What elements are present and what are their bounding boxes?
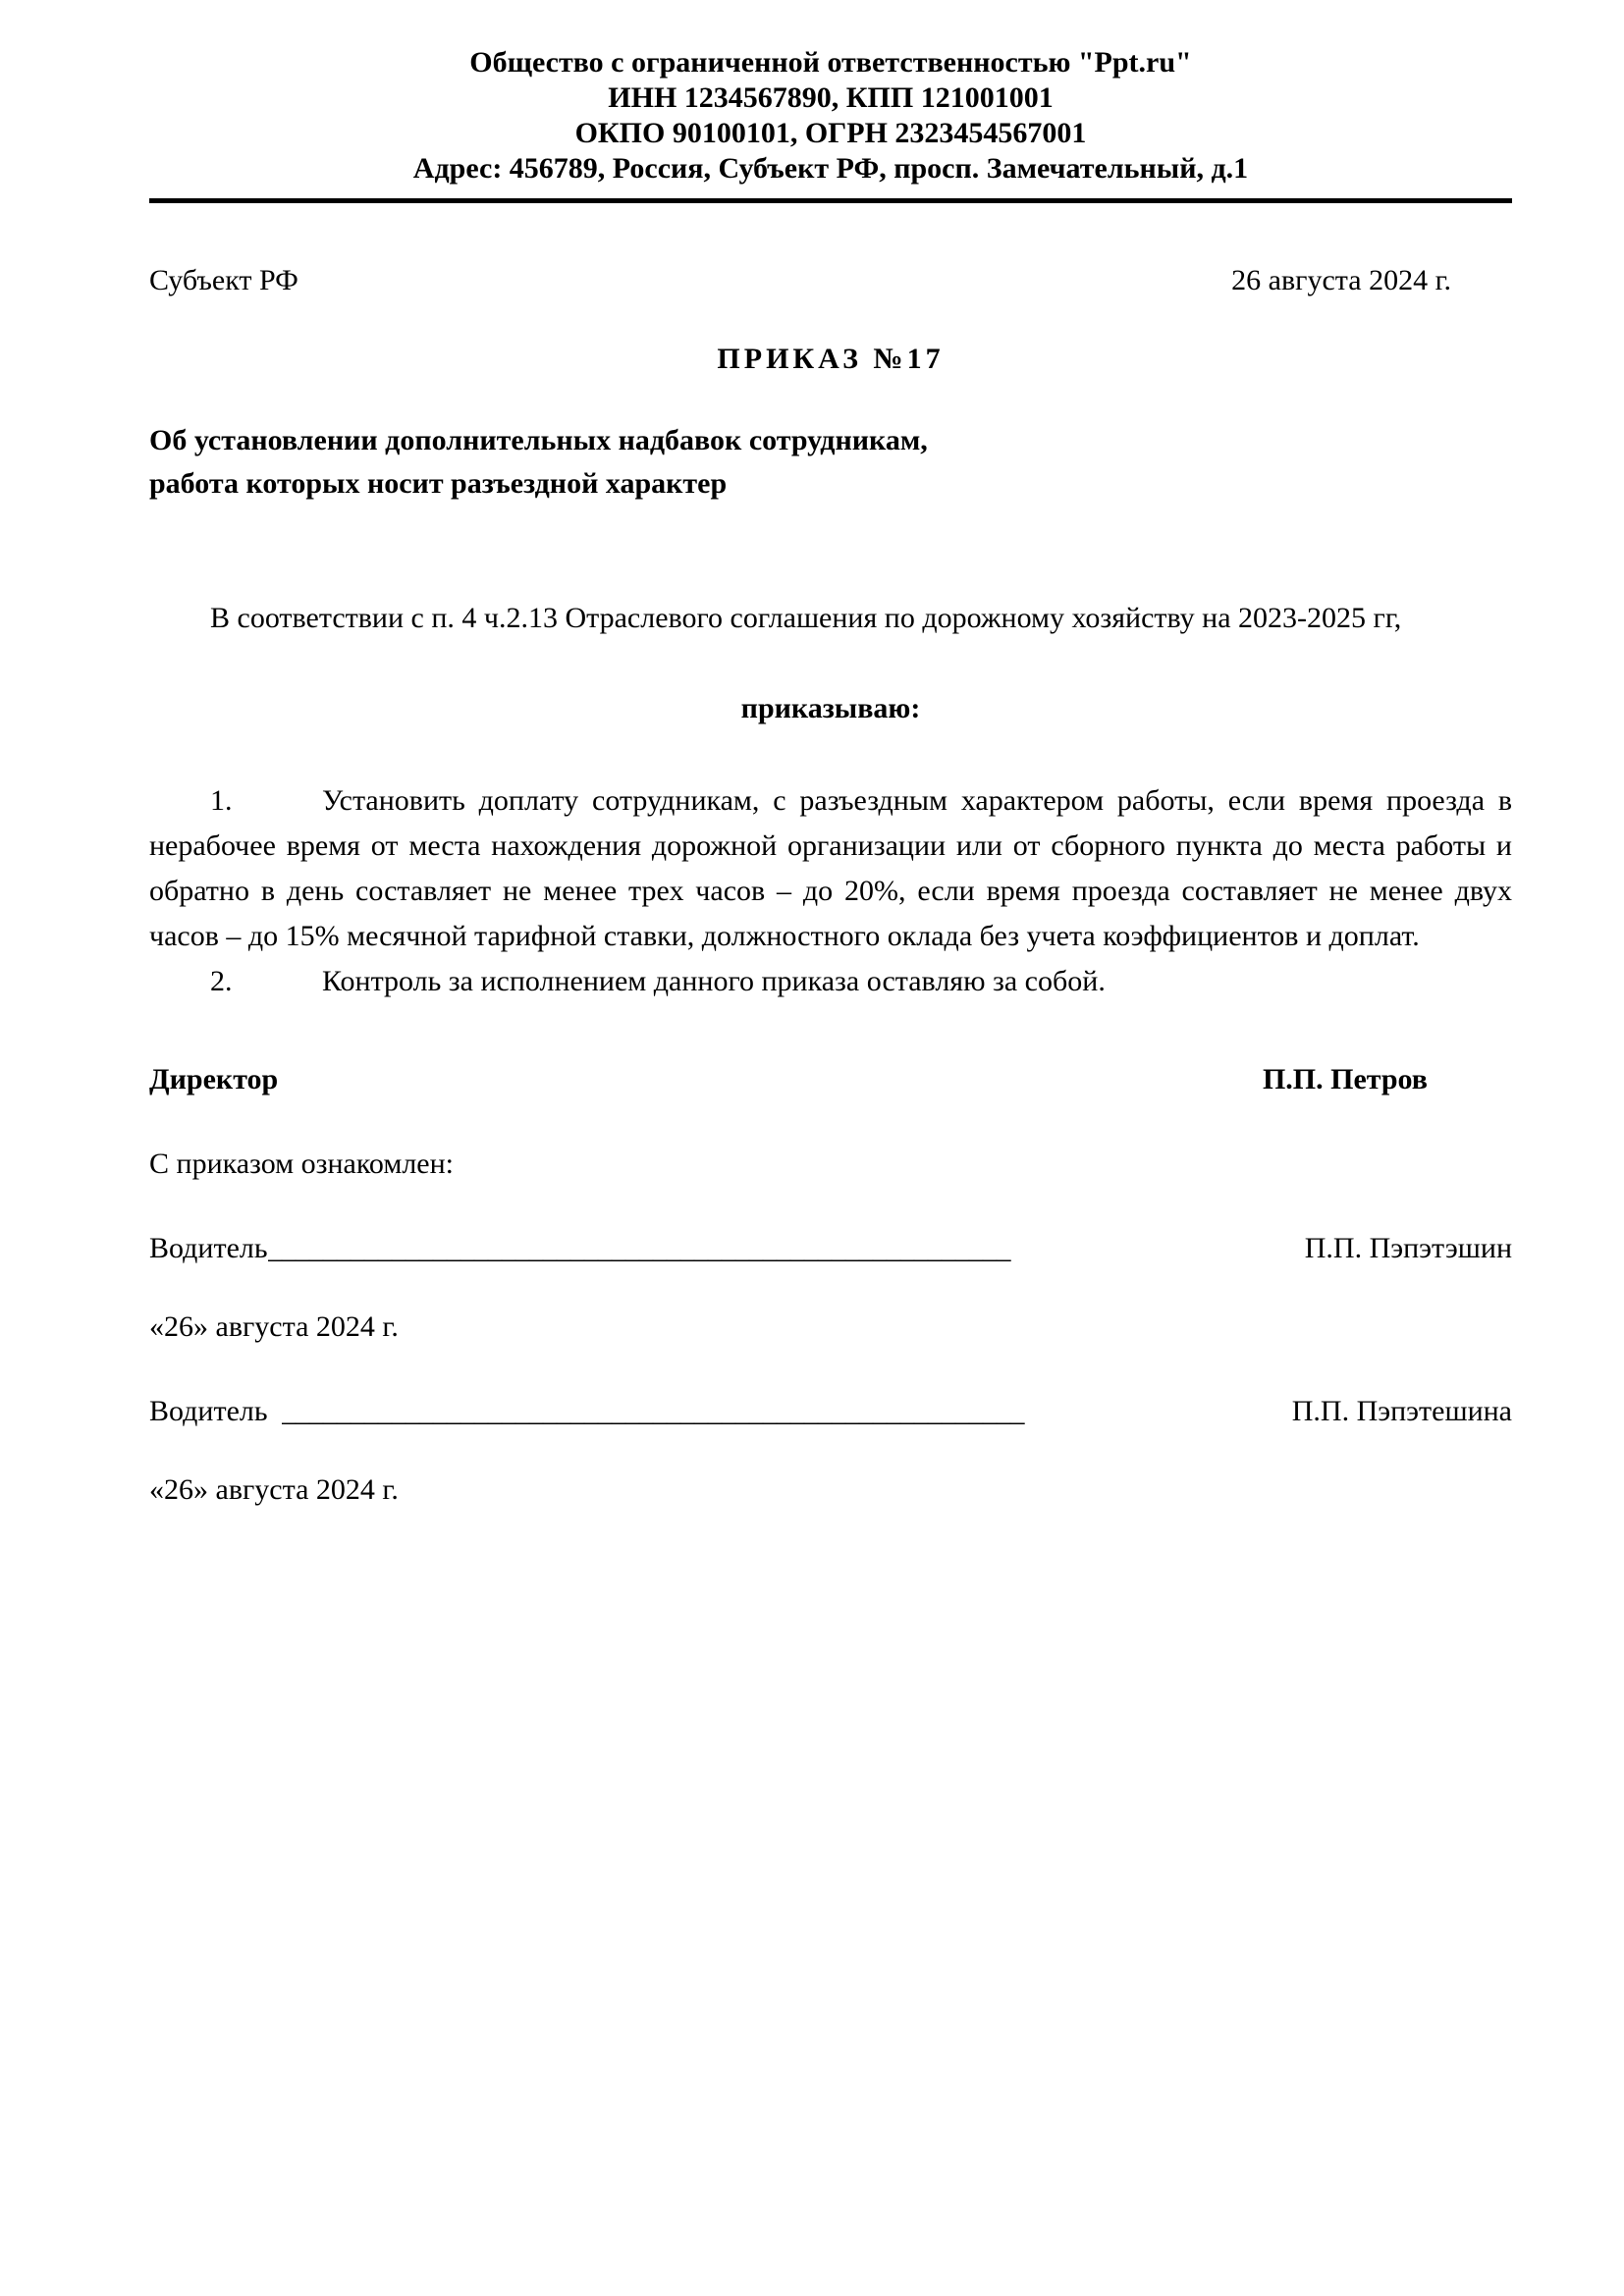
acknowledgement-signer: П.П. Пэпэтэшин xyxy=(1304,1232,1512,1264)
letterhead-okpo-ogrn: ОКПО 90100101, ОГРН 2323454567001 xyxy=(574,117,1087,149)
acknowledgement-row xyxy=(149,1395,1512,1428)
clause-number: 1. xyxy=(210,784,233,817)
page-title: ПРИКАЗ №17 xyxy=(717,343,945,375)
preamble-paragraph: В соответствии с п. 4 ч.2.13 Отраслевого соглашения по дорожному хозяйству на 2023-2025 гг, xyxy=(210,602,1402,634)
subject-line-2: работа которых носит разъездной характер xyxy=(149,467,728,500)
acknowledgement-role: Водитель xyxy=(149,1395,268,1427)
letterhead-inn-kpp: ИНН 1234567890, КПП 121001001 xyxy=(608,81,1054,114)
clause-item xyxy=(149,959,1512,1004)
signature-fill-line[interactable]: ______________________________________________________ xyxy=(281,1395,1024,1427)
place-label: Субъект РФ xyxy=(149,264,298,296)
clause-text: Контроль за исполнением данного приказа оставляю за собой. xyxy=(322,965,1106,997)
acknowledgement-date: «26» августа 2024 г. xyxy=(149,1473,399,1506)
subject-line-1: Об установлении дополнительных надбавок сотрудникам, xyxy=(149,424,928,456)
clause-number: 2. xyxy=(210,965,233,997)
place-date-row xyxy=(149,262,1512,299)
signer-position: Директор xyxy=(149,1063,279,1095)
acknowledgement-signer: П.П. Пэпэтешина xyxy=(1291,1395,1512,1427)
clause-text: Установить доплату сотрудникам, с разъездным характером работы, если время проезда в нерабочее время от места нахождения дорожной организации или от сборного пункта до места работы и обратно в день составляет не менее трех часов – до 20%, если время проезда составляет не менее двух часов – до 15% месячной тарифной ставки, должностного оклада без учета коэффициентов и доплат. xyxy=(149,784,1512,952)
header-divider xyxy=(149,198,1512,203)
document-subject xyxy=(149,419,1512,506)
signature-fill-line[interactable]: ______________________________________________________ xyxy=(267,1232,1010,1264)
clause-list xyxy=(149,778,1512,1004)
acknowledgement-intro: С приказом ознакомлен: xyxy=(149,1148,455,1180)
signature-block xyxy=(149,1063,1512,1096)
signer-name: П.П. Петров xyxy=(1262,1063,1428,1095)
order-verb: приказываю: xyxy=(740,692,921,724)
clause-item xyxy=(149,778,1512,959)
letterhead xyxy=(149,0,1512,187)
acknowledgement-date: «26» августа 2024 г. xyxy=(149,1310,399,1343)
acknowledgement-row xyxy=(149,1232,1512,1265)
document-date: 26 августа 2024 г. xyxy=(1231,264,1451,296)
document-content xyxy=(149,0,1512,1507)
acknowledgement-role: Водитель xyxy=(149,1232,268,1264)
letterhead-company-name: Общество с ограниченной ответственностью "Ppt.ru" xyxy=(469,46,1192,79)
letterhead-address: Адрес: 456789, Россия, Субъект РФ, просп. Замечательный, д.1 xyxy=(412,152,1249,185)
